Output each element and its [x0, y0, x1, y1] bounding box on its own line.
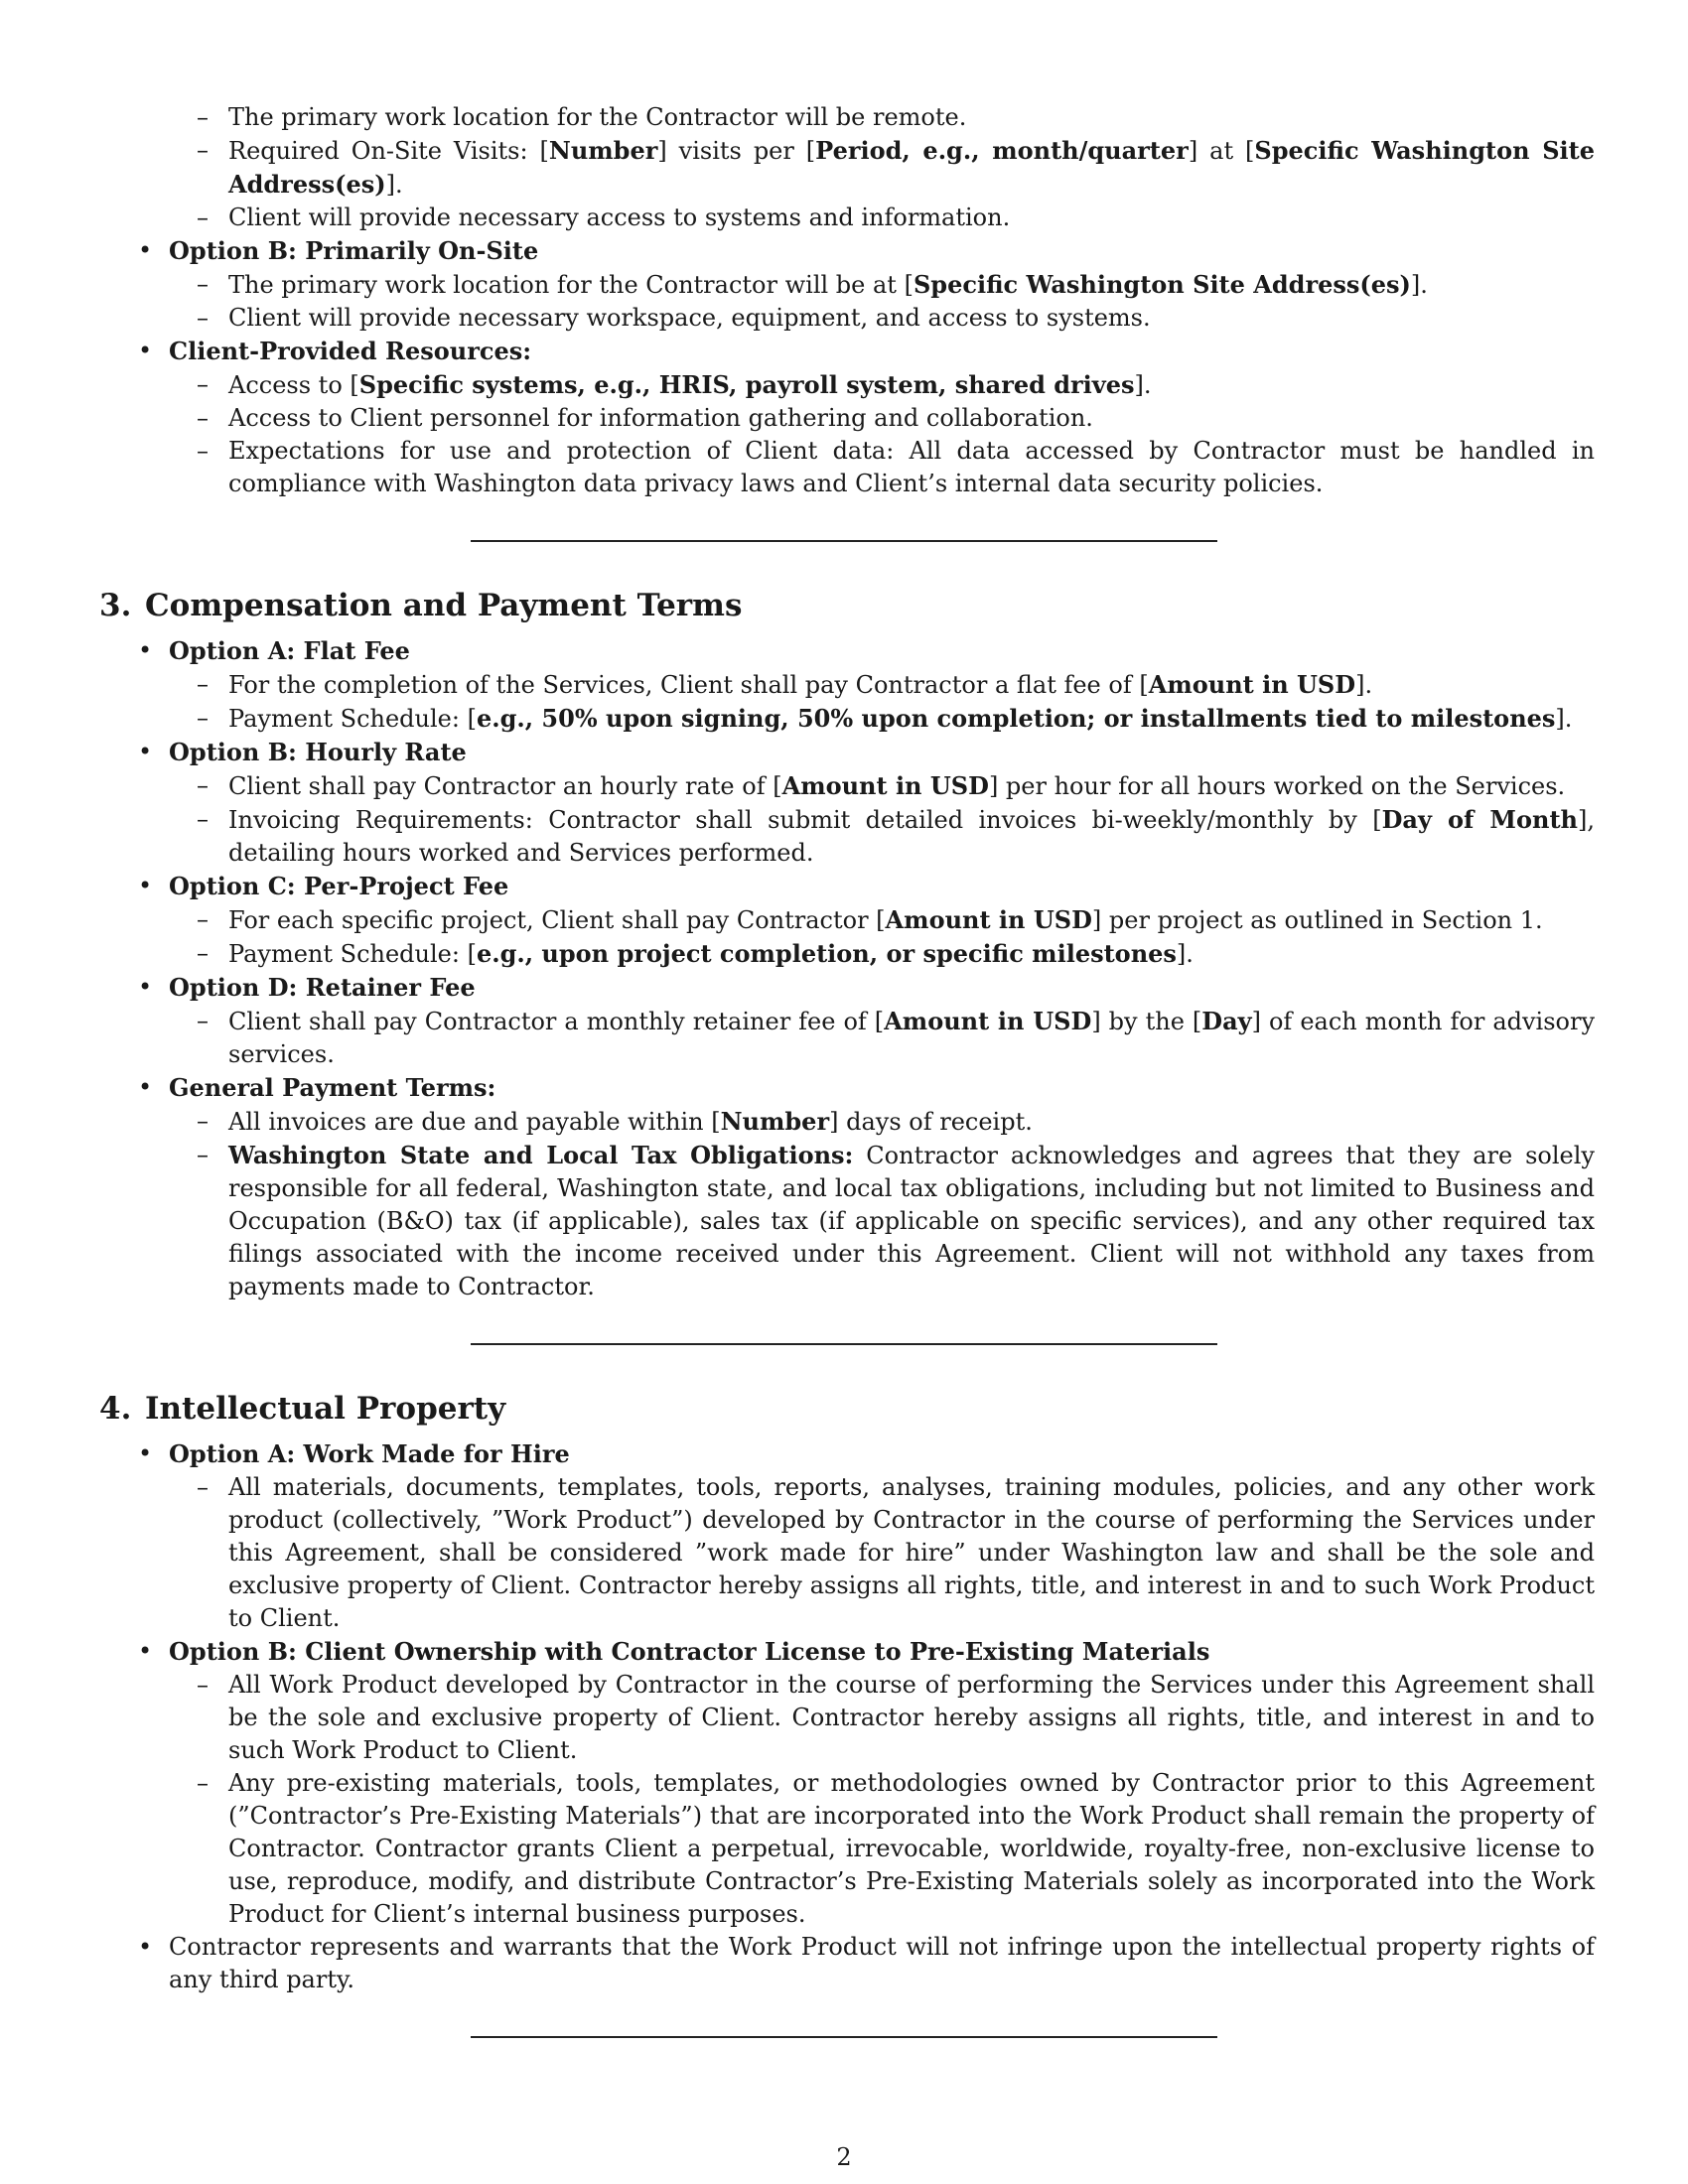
option-heading: • Option D: Retainer Fee	[138, 973, 476, 1002]
bullet-marker: •	[138, 337, 153, 364]
dash-marker: –	[197, 905, 209, 933]
list-item: – Client will provide necessary access to systems and information.	[0, 202, 1688, 234]
dash-marker: –	[197, 805, 209, 833]
bullet-marker: •	[138, 1073, 153, 1101]
page-number: 2	[836, 2143, 852, 2171]
dash-marker: –	[197, 103, 209, 131]
list-item: – All Work Product developed by Contractor in the course of performing the Services under this Agreement shall be the sole and exclusive property of Client. Contractor hereby assigns all rights, title, and interest in and to such Work Product to Client.	[197, 1671, 1595, 1764]
list-item: – Client will provide necessary workspace, equipment, and access to systems.	[0, 302, 1688, 335]
bullet-marker: •	[138, 1439, 153, 1467]
dash-marker: –	[197, 1107, 209, 1135]
section-divider	[471, 2036, 1217, 2038]
page-content	[0, 101, 1688, 2038]
compensation-options	[0, 634, 1688, 1303]
section-divider	[471, 540, 1217, 542]
list-item: – The primary work location for the Contractor will be at [Specific Washington Site Address(es)].	[197, 270, 1428, 299]
list-item: – Expectations for use and protection of Client data: All data accessed by Contractor must be handled in compliance with Washington data privacy laws and Client’s internal data security policies.	[197, 437, 1595, 497]
list-item: – The primary work location for the Contractor will be remote.	[0, 101, 1688, 134]
list-item: – All invoices are due and payable within [Number] days of receipt.	[197, 1107, 1033, 1136]
section-number: 3.	[99, 588, 132, 623]
option-heading: • Client-Provided Resources:	[138, 337, 532, 365]
option-heading: • Option A: Flat Fee	[138, 636, 410, 665]
section-divider	[471, 1343, 1217, 1345]
bullet-marker: •	[138, 973, 153, 1001]
list-item: – Access to [Specific systems, e.g., HRIS, payroll system, shared drives].	[197, 370, 1152, 399]
option-heading: • Option A: Work Made for Hire	[138, 1439, 570, 1468]
list-item: – Access to Client personnel for information gathering and collaboration.	[0, 402, 1688, 435]
section-title: Intellectual Property	[145, 1391, 506, 1427]
option-heading: • Option B: Client Ownership with Contractor License to Pre-Existing Materials	[138, 1637, 1210, 1666]
dash-marker: –	[197, 1473, 209, 1501]
section-number: 4.	[99, 1391, 132, 1427]
list-item: – Invoicing Requirements: Contractor shall submit detailed invoices bi-weekly/monthly by [Day of Month], detailing hours worked and Services performed.	[197, 805, 1595, 867]
dash-marker: –	[197, 771, 209, 799]
dash-marker: –	[197, 1769, 209, 1797]
warranty-item: • Contractor represents and warrants that the Work Product will not infringe upon the intellectual property rights of any third party.	[138, 1933, 1595, 1993]
list-item: – Payment Schedule: [e.g., upon project completion, or specific milestones].	[197, 939, 1194, 968]
dash-marker: –	[197, 1671, 209, 1699]
bullet-marker: •	[138, 738, 153, 765]
list-item: – For the completion of the Services, Client shall pay Contractor a flat fee of [Amount in USD].	[197, 670, 1373, 699]
dash-marker: –	[197, 1007, 209, 1034]
dash-marker: –	[197, 437, 209, 465]
bullet-marker: •	[138, 236, 153, 264]
bullet-marker: •	[138, 1637, 153, 1665]
bullet-marker: •	[138, 1933, 153, 1961]
bullet-marker: •	[138, 872, 153, 899]
bullet-marker: •	[138, 636, 153, 664]
dash-marker: –	[197, 304, 209, 332]
list-item: – Client shall pay Contractor an hourly rate of [Amount in USD] per hour for all hours worked on the Services.	[197, 771, 1566, 800]
dash-marker: –	[197, 404, 209, 432]
list-item: – Client shall pay Contractor a monthly retainer fee of [Amount in USD] by the [Day] of each month for advisory services.	[197, 1007, 1596, 1068]
dash-marker: –	[197, 270, 209, 298]
dash-marker: –	[197, 136, 209, 164]
section-title: Compensation and Payment Terms	[145, 588, 743, 623]
option-heading: • Option B: Hourly Rate	[138, 738, 467, 766]
work-location-list	[0, 101, 1688, 234]
section-heading	[0, 1389, 1688, 1429]
section-heading	[0, 586, 1688, 625]
list-item: – Required On-Site Visits: [Number] visits per [Period, e.g., month/quarter] at [Specific Washington Site Address(es)].	[197, 136, 1596, 199]
list-item: – Any pre-existing materials, tools, templates, or methodologies owned by Contractor prior to this Agreement (”Contractor’s Pre-Existing Materials”) that are incorporated into the Work Product shall remain the property of Contractor. Contractor grants Client a perpetual, irrevocable, worldwide, royalty-free, non-exclusive license to use, reproduce, modify, and distribute Contractor’s Pre-Existing Materials solely as incorporated into the Work Product for Client’s internal business purposes.	[197, 1769, 1595, 1928]
ip-options	[0, 1437, 1688, 1996]
dash-marker: –	[197, 939, 209, 967]
list-item: – For each specific project, Client shall pay Contractor [Amount in USD] per project as outlined in Section 1.	[197, 905, 1543, 934]
dash-marker: –	[197, 204, 209, 231]
dash-marker: –	[197, 670, 209, 698]
list-item: – All materials, documents, templates, tools, reports, analyses, training modules, policies, and any other work product (collectively, ”Work Product”) developed by Contractor in the course of performing the Services under this Agreement, shall be considered ”work made for hire” under Washington law and shall be the sole and exclusive property of Client. Contractor hereby assigns all rights, title, and interest in and to such Work Product to Client.	[197, 1473, 1595, 1632]
list-item: – Payment Schedule: [e.g., 50% upon signing, 50% upon completion; or installments tied to milestones].	[197, 704, 1573, 733]
dash-marker: –	[197, 1141, 209, 1168]
dash-marker: –	[197, 370, 209, 398]
list-item: – Washington State and Local Tax Obligations: Contractor acknowledges and agrees that they are solely responsible for all federal, Washington state, and local tax obligations, including but not limited to Business and Occupation (B&O) tax (if applicable), sales tax (if applicable on specific services), and any other required tax filings associated with the income received under this Agreement. Client will not withhold any taxes from payments made to Contractor.	[197, 1141, 1595, 1300]
option-heading: • General Payment Terms:	[138, 1073, 496, 1102]
option-heading: • Option C: Per-Project Fee	[138, 872, 509, 900]
option-heading: • Option B: Primarily On-Site	[138, 236, 539, 265]
dash-marker: –	[197, 704, 209, 732]
